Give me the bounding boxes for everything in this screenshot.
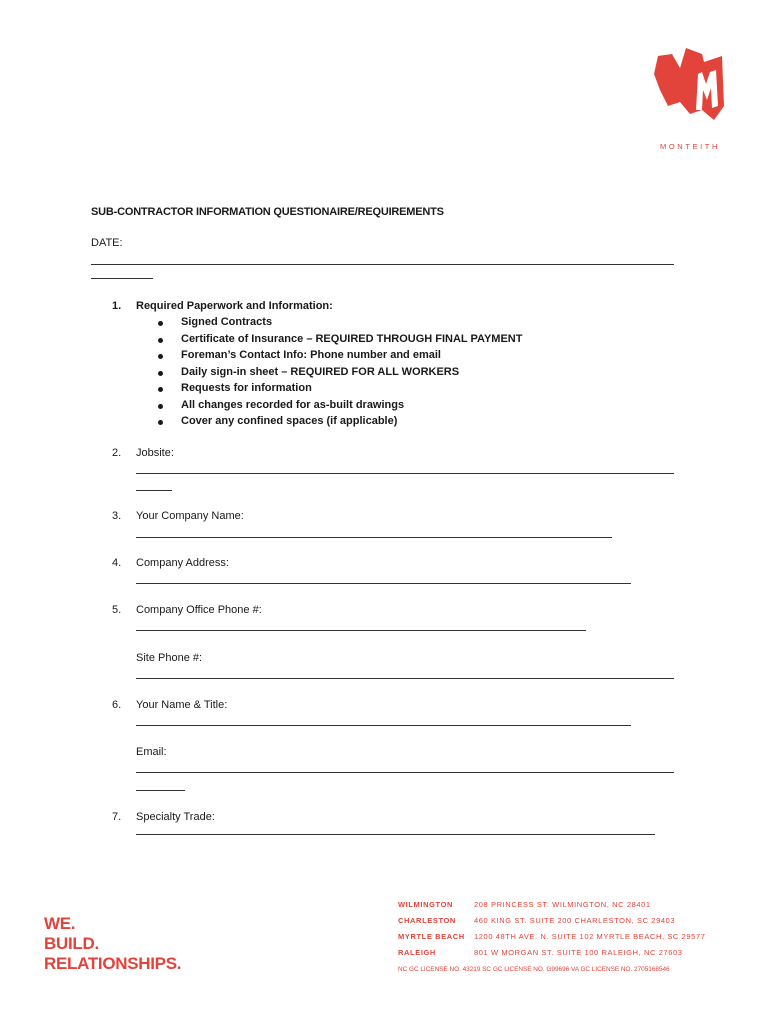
- license-numbers: NC GC LICENSE NO. 43219 SC GC LICENSE NO. G99696 VA GC LICENSE NO. 2705168546: [398, 966, 670, 973]
- question-number: 7.: [112, 811, 122, 823]
- office-city: MYRTLE BEACH: [398, 932, 465, 941]
- requirements-list: [157, 316, 522, 432]
- office-phone-line[interactable]: [136, 630, 586, 631]
- email-line-continued[interactable]: [136, 790, 185, 791]
- office-address: 208 PRINCESS ST. WILMINGTON, NC 28401: [474, 900, 651, 909]
- office-address: 460 KING ST. SUITE 200 CHARLESTON, SC 29403: [474, 916, 676, 925]
- name-title-line[interactable]: [136, 725, 631, 726]
- form-title: SUB-CONTRACTOR INFORMATION QUESTIONAIRE/REQUIREMENTS: [91, 206, 444, 218]
- requirement-item: Requests for information: [157, 382, 522, 399]
- office-city: WILMINGTON: [398, 900, 454, 909]
- question-label: Jobsite:: [136, 447, 174, 459]
- requirements-heading: Required Paperwork and Information:: [136, 300, 333, 312]
- office-address: 801 W MORGAN ST. SUITE 100 RALEIGH, NC 27603: [474, 948, 683, 957]
- question-number: 2.: [112, 447, 122, 459]
- tagline-line: BUILD.: [44, 934, 99, 953]
- question-label: Email:: [136, 746, 167, 758]
- requirement-item: Cover any confined spaces (if applicable): [157, 415, 522, 432]
- question-label: Company Office Phone #:: [136, 604, 262, 616]
- jobsite-line[interactable]: [136, 473, 674, 474]
- office-city: CHARLESTON: [398, 916, 456, 925]
- question-label: Site Phone #:: [136, 652, 203, 664]
- company-name-line[interactable]: [136, 537, 612, 538]
- requirement-item: Certificate of Insurance – REQUIRED THROUGH FINAL PAYMENT: [157, 333, 522, 350]
- requirement-item: Daily sign-in sheet – REQUIRED FOR ALL WORKERS: [157, 366, 522, 383]
- question-number: 3.: [112, 510, 122, 522]
- question-number: 5.: [112, 604, 122, 616]
- question-label: Company Address:: [136, 557, 229, 569]
- specialty-trade-line[interactable]: [136, 834, 655, 835]
- brand-tagline: [44, 914, 181, 974]
- office-address: 1200 48TH AVE. N. SUITE 102 MYRTLE BEACH, SC 29577: [474, 932, 706, 941]
- requirement-item: Foreman’s Contact Info: Phone number and email: [157, 349, 522, 366]
- site-phone-line[interactable]: [136, 678, 674, 679]
- jobsite-line-continued[interactable]: [136, 490, 172, 491]
- tagline-line: WE.: [44, 914, 76, 933]
- question-label: Specialty Trade:: [136, 811, 215, 823]
- company-address-line[interactable]: [136, 583, 631, 584]
- date-line[interactable]: [91, 264, 674, 265]
- brand-wordmark: MONTEITH: [660, 142, 720, 151]
- office-city: RALEIGH: [398, 948, 436, 957]
- date-line-continued[interactable]: [91, 278, 153, 279]
- requirement-item: All changes recorded for as-built drawings: [157, 399, 522, 416]
- question-number: 6.: [112, 699, 122, 711]
- question-label: Your Company Name:: [136, 510, 244, 522]
- requirements-number: 1.: [112, 300, 122, 312]
- email-line[interactable]: [136, 772, 674, 773]
- requirement-item: Signed Contracts: [157, 316, 522, 333]
- monteith-logo-icon: [650, 44, 730, 124]
- date-label: DATE:: [91, 237, 123, 249]
- tagline-line: RELATIONSHIPS.: [44, 954, 182, 973]
- question-label: Your Name & Title:: [136, 699, 228, 711]
- question-number: 4.: [112, 557, 122, 569]
